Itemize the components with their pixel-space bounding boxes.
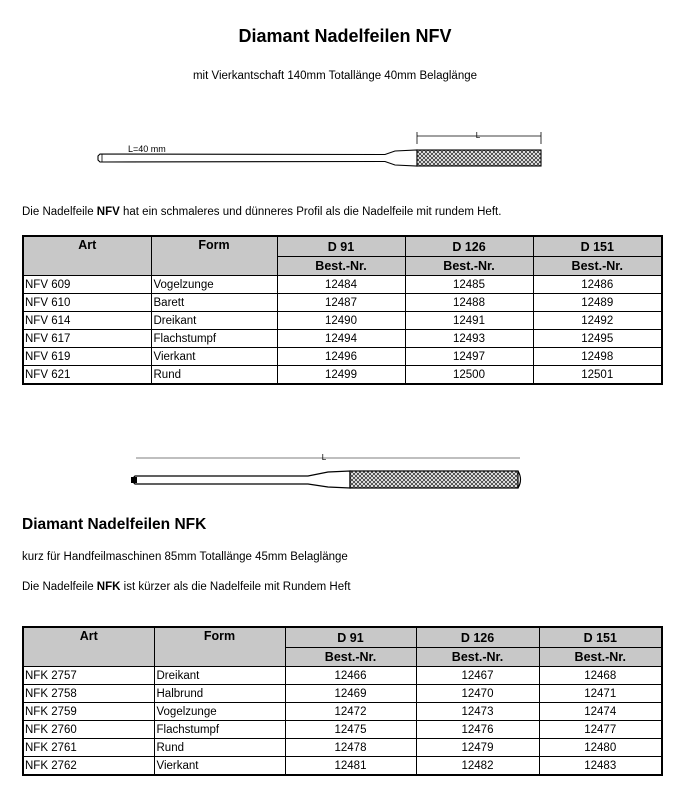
- cell-art: NFV 614: [23, 312, 151, 330]
- cell-number: 12469: [285, 685, 416, 703]
- cell-number: 12484: [277, 276, 405, 294]
- table-subheader-row: [23, 257, 662, 276]
- table-row: [23, 721, 662, 739]
- header-d126: D 126: [405, 236, 533, 257]
- table-row: [23, 685, 662, 703]
- cell-number: 12489: [533, 294, 662, 312]
- header-art: Art: [23, 236, 151, 257]
- cell-art: NFV 619: [23, 348, 151, 366]
- subheader-best-nr: Best.-Nr.: [285, 648, 416, 667]
- table-row: [23, 739, 662, 757]
- page-subtitle: mit Vierkantschaft 140mm Totallänge 40mm Belaglänge: [192, 70, 478, 82]
- subheader-best-nr: Best.-Nr.: [405, 257, 533, 276]
- cell-number: 12481: [285, 757, 416, 776]
- cell-form: Flachstumpf: [151, 330, 277, 348]
- cell-number: 12478: [285, 739, 416, 757]
- cell-number: 12467: [416, 667, 539, 685]
- cell-number: 12500: [405, 366, 533, 385]
- needle-file-nfv-drawing: [90, 128, 560, 173]
- section-title-nfk: Diamant Nadelfeilen NFK: [22, 516, 207, 533]
- nfv-description: Die Nadelfeile NFV hat ein schmaleres und dünneres Profil als die Nadelfeile mit rundem Heft.: [22, 206, 502, 218]
- cell-art: NFK 2759: [23, 703, 154, 721]
- header-d91: D 91: [277, 236, 405, 257]
- nfk-dim-label: L: [321, 453, 327, 462]
- cell-number: 12494: [277, 330, 405, 348]
- cell-number: 12495: [533, 330, 662, 348]
- cell-number: 12466: [285, 667, 416, 685]
- cell-form: Barett: [151, 294, 277, 312]
- cell-art: NFK 2761: [23, 739, 154, 757]
- cell-form: Vogelzunge: [151, 276, 277, 294]
- cell-form: Halbrund: [154, 685, 285, 703]
- cell-number: 12496: [277, 348, 405, 366]
- cell-number: 12487: [277, 294, 405, 312]
- cell-number: 12485: [405, 276, 533, 294]
- table-row: [23, 757, 662, 776]
- cell-art: NFK 2758: [23, 685, 154, 703]
- cell-number: 12491: [405, 312, 533, 330]
- cell-number: 12472: [285, 703, 416, 721]
- cell-number: 12486: [533, 276, 662, 294]
- subheader-best-nr: Best.-Nr.: [533, 257, 662, 276]
- cell-number: 12477: [539, 721, 662, 739]
- cell-art: NFK 2757: [23, 667, 154, 685]
- cell-art: NFV 617: [23, 330, 151, 348]
- cell-number: 12480: [539, 739, 662, 757]
- page-title: Diamant Nadelfeilen NFV: [238, 26, 452, 46]
- cell-number: 12475: [285, 721, 416, 739]
- nfk-subtitle: kurz für Handfeilmaschinen 85mm Totallänge 45mm Belaglänge: [22, 551, 348, 563]
- nfk-table: [22, 626, 663, 776]
- cell-art: NFV 621: [23, 366, 151, 385]
- cell-number: 12493: [405, 330, 533, 348]
- table-row: [23, 366, 662, 385]
- cell-number: 12479: [416, 739, 539, 757]
- cell-number: 12468: [539, 667, 662, 685]
- cell-form: Rund: [154, 739, 285, 757]
- cell-form: Rund: [151, 366, 277, 385]
- cell-number: 12501: [533, 366, 662, 385]
- cell-number: 12483: [539, 757, 662, 776]
- cell-number: 12474: [539, 703, 662, 721]
- table-row: [23, 348, 662, 366]
- header-d126: D 126: [416, 627, 539, 648]
- cell-art: NFK 2762: [23, 757, 154, 776]
- cell-form: Dreikant: [151, 312, 277, 330]
- header-d91: D 91: [285, 627, 416, 648]
- cell-number: 12499: [277, 366, 405, 385]
- cell-number: 12482: [416, 757, 539, 776]
- table-row: [23, 294, 662, 312]
- cell-art: NFV 609: [23, 276, 151, 294]
- header-form: Form: [151, 236, 277, 257]
- nfv-length-label: L=40 mm: [128, 144, 166, 154]
- cell-form: Dreikant: [154, 667, 285, 685]
- table-row: [23, 312, 662, 330]
- cell-number: 12473: [416, 703, 539, 721]
- cell-form: Vierkant: [154, 757, 285, 776]
- table-row: [23, 276, 662, 294]
- cell-form: Vierkant: [151, 348, 277, 366]
- cell-art: NFK 2760: [23, 721, 154, 739]
- cell-form: Vogelzunge: [154, 703, 285, 721]
- cell-number: 12490: [277, 312, 405, 330]
- table-subheader-row: [23, 648, 662, 667]
- cell-number: 12498: [533, 348, 662, 366]
- table-header-row: [23, 627, 662, 648]
- nfv-table: [22, 235, 663, 385]
- cell-number: 12492: [533, 312, 662, 330]
- cell-number: 12476: [416, 721, 539, 739]
- table-header-row: [23, 236, 662, 257]
- table-row: [23, 703, 662, 721]
- header-d151: D 151: [533, 236, 662, 257]
- nfv-dim-label: L: [475, 131, 481, 140]
- subheader-best-nr: Best.-Nr.: [277, 257, 405, 276]
- header-d151: D 151: [539, 627, 662, 648]
- table-row: [23, 330, 662, 348]
- header-form: Form: [154, 627, 285, 648]
- cell-number: 12488: [405, 294, 533, 312]
- cell-number: 12470: [416, 685, 539, 703]
- cell-number: 12497: [405, 348, 533, 366]
- table-row: [23, 667, 662, 685]
- subheader-best-nr: Best.-Nr.: [539, 648, 662, 667]
- nfk-description: Die Nadelfeile NFK ist kürzer als die Nadelfeile mit Rundem Heft: [22, 581, 351, 593]
- subheader-best-nr: Best.-Nr.: [416, 648, 539, 667]
- cell-form: Flachstumpf: [154, 721, 285, 739]
- header-art: Art: [23, 627, 154, 648]
- cell-art: NFV 610: [23, 294, 151, 312]
- needle-file-nfk-drawing: [128, 448, 528, 492]
- cell-number: 12471: [539, 685, 662, 703]
